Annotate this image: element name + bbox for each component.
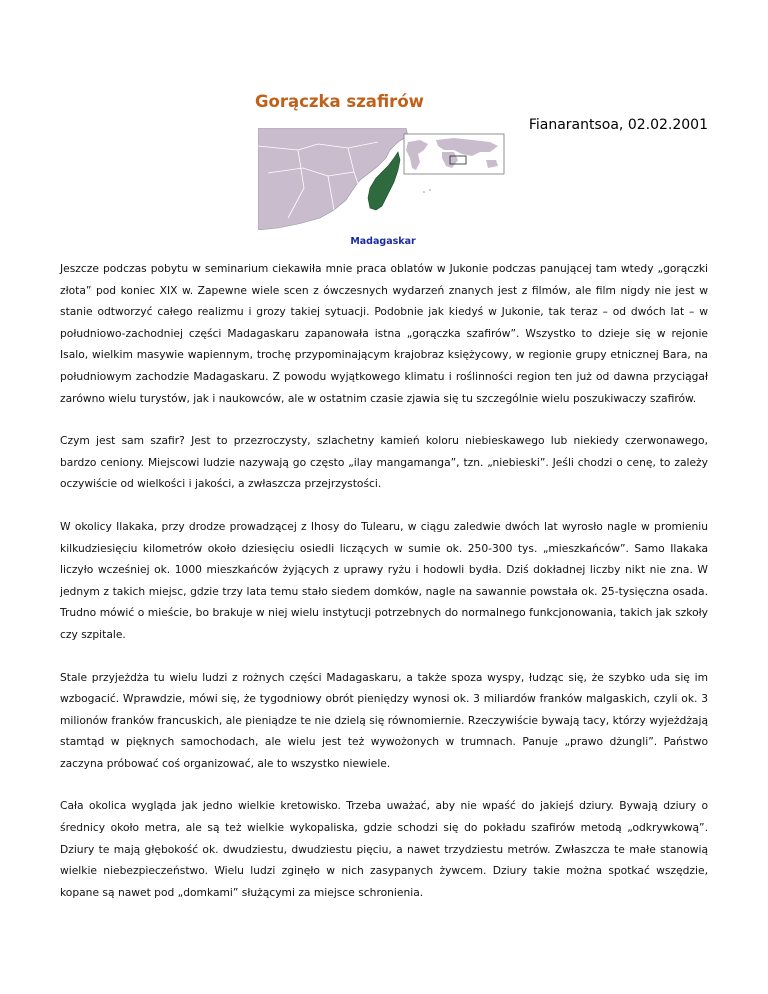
- paragraph-3: W okolicy Ilakaka, przy drodze prowadzącej z Ihosy do Tulearu, w ciągu zaledwie dwóch lat wyrosło nagle w promieniu kilkudziesięciu kilometrów około dziesięciu osiedli liczących w sumie ok. 250-300 tys. „mieszkańców”. Samo Ilakaka liczyło wcześniej ok. 1000 mieszkańców żyjących z uprawy ryżu i hodowli bydła. Dziś dokładnej liczby nikt nie zna. W jednym z takich miejsc, gdzie trzy lata temu stało siedem domków, nagle na sawannie powstała ok. 25-tysięczna osada. Trudno mówić o mieście, bo brakuje w niej wielu instytucji potrzebnych do normalnego funkcjonowania, takich jak szkoły czy szpitale.: [60, 519, 708, 641]
- article-body: [60, 258, 708, 924]
- comoros-islands: [375, 147, 377, 149]
- paragraph-2: Czym jest sam szafir? Jest to przezroczysty, szlachetny kamień koloru niebieskawego lub niekiedy czerwonawego, bardzo ceniony. Miejscowi ludzie nazywają go często „ilay mangamanga”, tzn. „niebieski”. Jeśli chodzi o cenę, to zależy oczywiście od wielkości i jakości, a zwłaszcza przejrzystości.: [60, 434, 708, 491]
- paragraph-1: Jeszcze podczas pobytu w seminarium ciekawiła mnie praca oblatów w Jukonie podczas panującej tam wtedy „gorączki złota” pod koniec XIX w. Zapewne wiele scen z ówczesnych wydarzeń znanych jest z filmów, ale film nigdy nie jest w stanie odtworzyć całego realizmu i grozy takiej sytuacji. Podobnie jak kiedyś w Jukonie, tak teraz – od dwóch lat – w południowo-zachodniej części Madagaskaru zapanowała istna „gorączka szafirów”. Wszystko to dzieje się w rejonie Isalo, wielkim masywie wapiennym, trochę przypominającym krajobraz księżycowy, w regionie grupy etnicznej Bara, na południowym zachodzie Madagaskaru. Z powodu wyjątkowego klimatu i roślinności region ten już od dawna przyciągał zarówno wielu turystów, jak i naukowców, ale w ostatnim czasie zjawia się tu szczególnie wielu poszukiwaczy szafirów.: [60, 262, 708, 405]
- article-title: Gorączka szafirów: [255, 92, 424, 111]
- world-inset-map: [404, 134, 504, 174]
- mascarene-islands: [423, 191, 425, 193]
- madagascar-locator-map: [258, 128, 508, 230]
- paragraph-5: Cała okolica wygląda jak jedno wielkie kretowisko. Trzeba uważać, aby nie wpaść do jakiejś dziury. Bywają dziury o średnicy około metra, ale są też wielkie wykopaliska, gdzie schodzi się do pokładu szafirów metodą „odkrywkową”. Dziury te mają głębokość ok. dwudziestu, dwudziestu pięciu, a nawet trzydziestu metrów. Zwłaszcza te małe stanowią wielkie niebezpieczeństwo. Wielu ludzi zginęło w nich zasypanych żywcem. Dziury takie można spotkać wszędzie, kopane są nawet pod „domkami” służącymi za miejsce schronienia.: [60, 799, 708, 899]
- dateline: Fianarantsoa, 02.02.2001: [528, 117, 708, 133]
- map-caption: Madagaskar: [350, 236, 416, 247]
- paragraph-4: Stale przyjeżdża tu wielu ludzi z rożnych części Madagaskaru, a także spoza wyspy, łudząc się, że szybko uda się im wzbogacić. Wprawdzie, mówi się, że tygodniowy obrót pieniędzy wynosi ok. 3 miliardów franków malgaskich, czyli ok. 3 milionów franków francuskich, ale pieniądze te nie dzielą się równomiernie. Rzeczywiście bywają tacy, którzy wyjeżdżają stamtąd w pięknych samochodach, ale wielu jest też wywożonych w trumnach. Panuje „prawo dżungli”. Państwo zaczyna próbować coś organizować, ale to wszystko niewiele.: [60, 670, 708, 770]
